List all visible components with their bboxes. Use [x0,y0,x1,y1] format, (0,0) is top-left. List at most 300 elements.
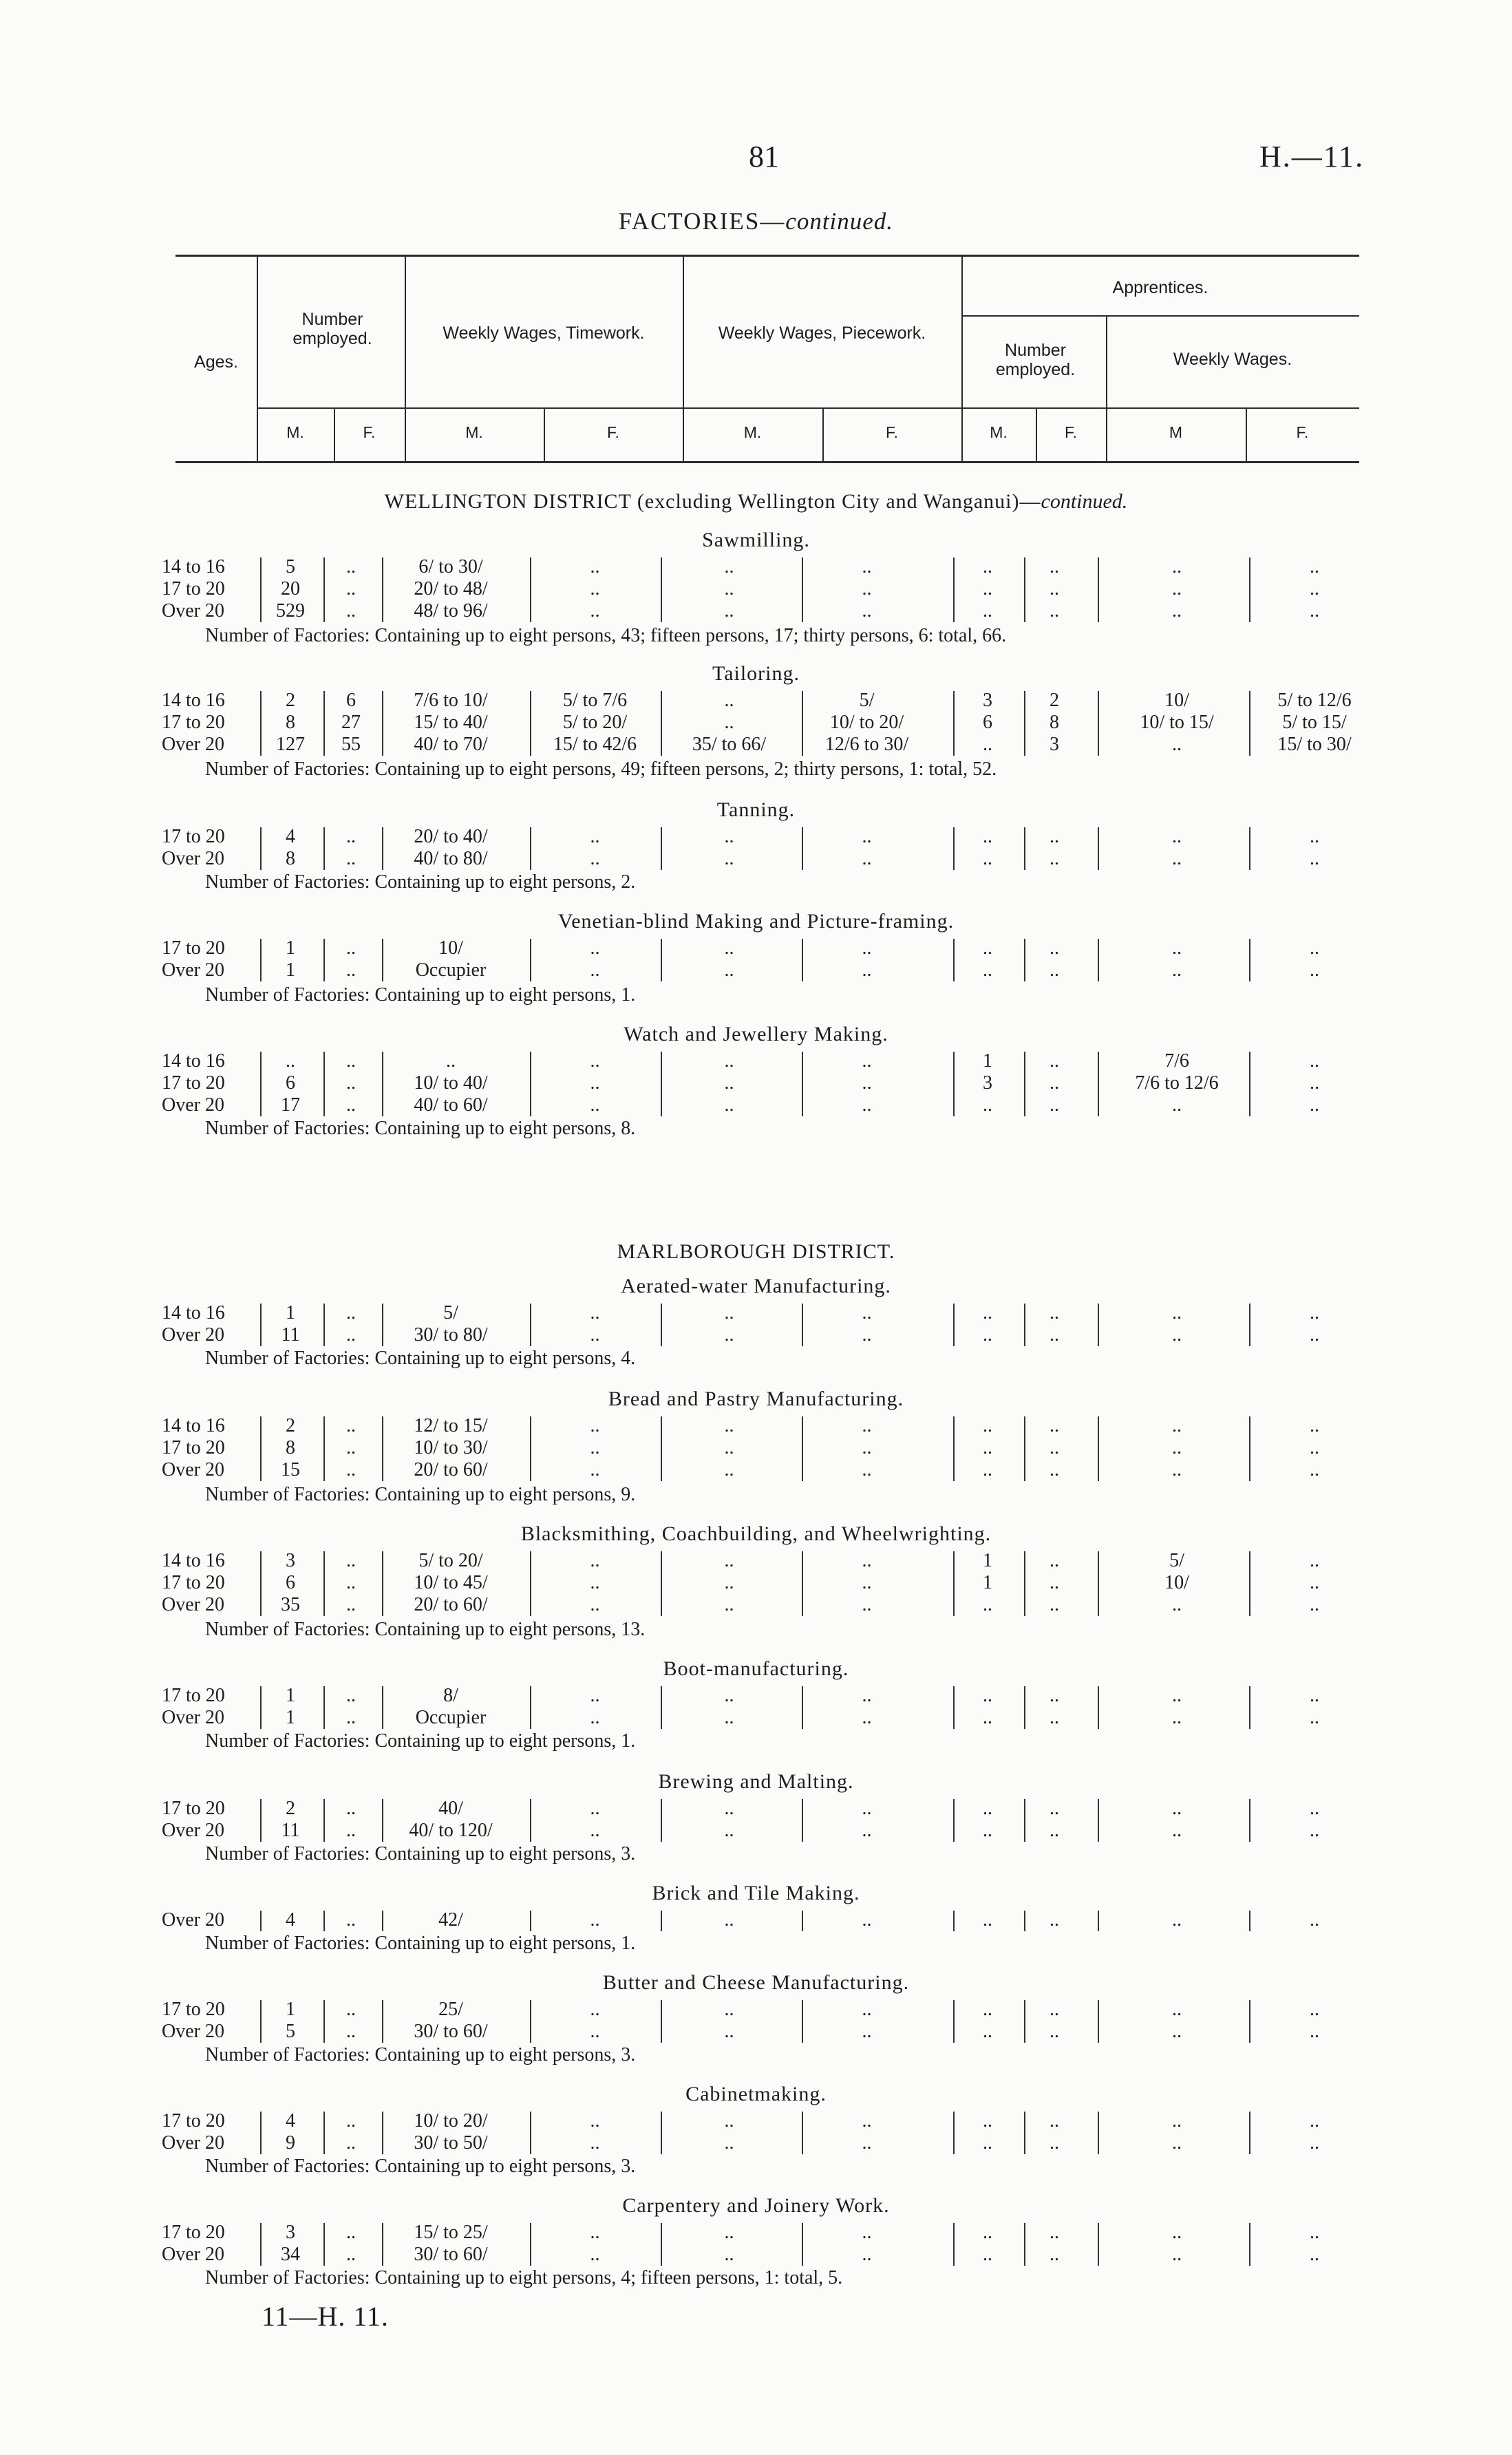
timework-male-cell: .. [446,1050,456,1072]
column-rule [382,691,383,756]
apprentice-wage-male-cell: .. [1172,959,1182,981]
wages-m-header: M [1169,423,1183,441]
column-rule [1249,1911,1250,1931]
column-rule [661,1799,662,1842]
column-rule [1098,1911,1099,1931]
male-count-cell: 5 [286,2021,295,2042]
timework-male-cell: 10/ to 40/ [414,1072,488,1094]
column-rule [802,939,803,981]
timework-m-header: M. [465,423,483,441]
factory-count-note: Number of Factories: Containing up to eight persons, 3. [205,2044,636,2065]
piecework-female-cell: .. [862,1072,872,1094]
age-cell: Over 20 [162,1594,224,1615]
timework-male-cell: 30/ to 60/ [414,2244,488,2265]
table-row [151,2132,1376,2154]
table-row [151,2244,1376,2266]
apprentice-wage-female-cell: 15/ to 30/ [1277,734,1352,755]
timework-female-cell: .. [590,1594,600,1615]
apprentice-male-cell: .. [983,1302,992,1324]
apprentice-wage-male-cell: .. [1172,848,1182,869]
age-cell: Over 20 [162,1459,224,1480]
piecework-female-cell: .. [862,937,872,959]
column-rule [1098,2112,1099,2154]
page-signature: 11—H. 11. [262,2301,389,2332]
column-rule [661,2000,662,2043]
column-rule [953,1799,955,1842]
apprentice-m-header: M. [990,423,1008,441]
column-rule [382,1799,383,1842]
table-row [151,1572,1376,1594]
apprentice-wages-header: Weekly Wages. [1173,350,1292,369]
column-rule [530,1911,531,1931]
number-employed-header: Number employed. [292,310,372,348]
column-rule [323,1304,325,1346]
timework-male-cell: 10/ to 45/ [414,1572,488,1593]
timework-header: Weekly Wages, Timework. [443,323,645,343]
table-row [151,1999,1376,2021]
column-rule [1098,1052,1099,1116]
table-row [151,578,1376,600]
piecework-female-cell: .. [862,1685,872,1706]
piecework-male-cell: .. [724,1909,734,1931]
apprentice-wage-male-cell: .. [1172,600,1182,621]
apprentice-wage-male-cell: .. [1172,2132,1182,2154]
column-rule [1098,1686,1099,1729]
male-count-cell: 35 [281,1594,300,1615]
industry-title: Butter and Cheese Manufacturing. [602,1971,910,1994]
apprentice-wage-male-cell: 7/6 to 12/6 [1135,1072,1219,1094]
column-rule [953,2223,955,2266]
timework-female-cell: .. [590,1072,600,1094]
apprentice-female-cell: .. [1050,1594,1059,1615]
timework-male-cell: 20/ to 40/ [414,826,488,847]
male-count-cell: 8 [286,1437,295,1458]
district-title-marlborough: MARLBOROUGH DISTRICT. [617,1240,895,1263]
table-row [151,937,1376,959]
factory-count-note: Number of Factories: Containing up to eight persons, 3. [205,2156,636,2177]
piecework-male-cell: .. [724,1550,734,1571]
male-count-cell: 2 [286,1798,295,1819]
apprentice-wage-male-cell: .. [1172,1324,1182,1346]
table-row [151,556,1376,578]
apprentice-female-cell: .. [1050,1072,1059,1094]
female-count-cell: .. [346,1594,356,1615]
apprentice-wage-female-cell: .. [1310,1550,1319,1571]
piecework-female-cell: .. [862,1550,872,1571]
column-rule [1024,691,1025,756]
age-cell: 14 to 16 [162,690,225,711]
industry-title: Bread and Pastry Manufacturing. [608,1388,904,1410]
column-rule [1098,1304,1099,1346]
apprentice-female-cell: .. [1050,2244,1059,2265]
female-count-cell: .. [346,1324,356,1346]
age-cell: 17 to 20 [162,1798,225,1819]
timework-female-cell: .. [590,1798,600,1819]
apprentice-female-cell: .. [1050,1550,1059,1571]
column-rule [1249,827,1250,870]
column-rule [953,827,955,870]
piecework-female-cell: .. [862,1594,872,1615]
table-row [151,1550,1376,1572]
column-rule [802,1799,803,1842]
apprentice-wage-female-cell: .. [1310,1798,1319,1819]
apprentice-wage-female-cell: .. [1310,1437,1319,1458]
column-rule [382,2112,383,2154]
piecework-female-cell: 5/ [859,690,875,711]
column-rule [1098,2223,1099,2266]
timework-female-cell: .. [590,2021,600,2042]
column-rule [260,691,262,756]
piecework-female-cell: .. [862,1094,872,1116]
male-count-cell: 4 [286,2110,295,2132]
apprentice-female-cell: .. [1050,959,1059,981]
timework-male-cell: 10/ [438,937,463,959]
timework-female-cell: 5/ to 20/ [562,712,628,733]
apprentice-male-cell: .. [983,600,992,621]
piecework-male-cell: .. [724,1594,734,1615]
age-cell: 17 to 20 [162,1072,225,1094]
female-count-cell: .. [346,2132,356,2154]
female-count-cell: .. [346,1909,356,1931]
column-rule [530,1686,531,1729]
apprentice-wage-male-cell: .. [1172,1594,1182,1615]
apprentice-male-cell: .. [983,2132,992,2154]
apprentice-wage-male-cell: .. [1172,1820,1182,1841]
female-count-cell: .. [346,2244,356,2265]
apprentice-wage-male-cell: .. [1172,1685,1182,1706]
industry-title: Brick and Tile Making. [652,1882,860,1904]
age-cell: 17 to 20 [162,1999,225,2020]
column-rule [530,691,531,756]
age-cell: 17 to 20 [162,712,225,733]
timework-male-cell: 40/ to 60/ [414,1094,488,1116]
ages-header: Ages. [194,352,238,372]
female-count-cell: .. [346,2021,356,2042]
factory-count-note: Number of Factories: Containing up to eight persons, 4; fifteen persons, 1: total, 5. [205,2267,843,2288]
column-rule [1024,1686,1025,1729]
column-rule [1249,1686,1250,1729]
timework-female-cell: .. [590,2244,600,2265]
piecework-female-cell: .. [862,826,872,847]
table-row [151,1302,1376,1324]
age-cell: Over 20 [162,734,224,755]
timework-male-cell: Occupier [415,959,487,981]
column-rule [1098,1799,1099,1842]
male-count-cell: 17 [281,1094,300,1116]
table-row [151,712,1376,734]
column-rule [323,1799,325,1842]
factory-count-note: Number of Factories: Containing up to eight persons, 1. [205,984,636,1006]
piecework-male-cell: .. [724,1437,734,1458]
column-rule [1098,2000,1099,2043]
timework-female-cell: .. [590,1415,600,1436]
column-rule [1024,939,1025,981]
piecework-male-cell: .. [724,1707,734,1728]
column-rule [1249,1416,1250,1481]
table-row [151,2222,1376,2244]
apprentice-female-cell: .. [1050,1050,1059,1072]
column-rule [260,1052,262,1116]
column-rule [661,1551,662,1616]
apprentice-wage-female-cell: .. [1310,937,1319,959]
apprentice-wage-female-cell: .. [1310,1572,1319,1593]
column-rule [1249,2223,1250,2266]
timework-female-cell: .. [590,1094,600,1116]
apprentice-female-cell: .. [1050,1094,1059,1116]
apprentice-male-cell: .. [983,556,992,577]
piecework-m-header: M. [743,423,762,441]
female-count-cell: .. [346,1302,356,1324]
column-rule [661,2223,662,2266]
industry-title: Aerated-water Manufacturing. [621,1275,891,1297]
apprentice-wage-female-cell: .. [1310,1302,1319,1324]
apprentice-male-cell: .. [983,1820,992,1841]
apprentice-wage-female-cell: .. [1310,1324,1319,1346]
column-rule [260,2000,262,2043]
male-count-cell: 529 [276,600,305,621]
apprentice-wage-female-cell: .. [1310,2244,1319,2265]
age-cell: 17 to 20 [162,1437,225,1458]
male-count-cell: 5 [286,556,295,577]
apprentice-male-cell: .. [983,2021,992,2042]
page-title: FACTORIES—continued. [618,208,894,235]
piecework-male-cell: 35/ to 66/ [692,734,767,755]
female-count-cell: .. [346,1572,356,1593]
column-rule [1098,1416,1099,1481]
piecework-male-cell: .. [724,1685,734,1706]
age-cell: Over 20 [162,2132,224,2154]
piecework-male-cell: .. [724,1798,734,1819]
female-count-cell: 55 [341,734,361,755]
apprentice-male-cell: 1 [983,1050,992,1072]
age-cell: Over 20 [162,1324,224,1346]
table-row [151,1415,1376,1437]
piecework-female-cell: .. [862,1437,872,1458]
apprentice-male-cell: .. [983,2244,992,2265]
male-count-cell: 1 [286,1685,295,1706]
apprentice-wage-male-cell: 7/6 [1164,1050,1189,1072]
apprentice-male-cell: 1 [983,1572,992,1593]
apprentice-wage-male-cell: .. [1172,1302,1182,1324]
factory-count-note: Number of Factories: Containing up to eight persons, 43; fifteen persons, 17; thirty persons, 6: total, 66. [205,625,1007,646]
piecework-female-cell: .. [862,848,872,869]
piecework-male-cell: .. [724,2222,734,2243]
timework-male-cell: 8/ [443,1685,458,1706]
timework-female-cell: .. [590,1302,600,1324]
age-cell: 17 to 20 [162,1572,225,1593]
factory-count-note: Number of Factories: Containing up to eight persons, 49; fifteen persons, 2; thirty persons, 1: total, 52. [205,758,997,780]
male-count-cell: 1 [286,1707,295,1728]
timework-female-cell: .. [590,826,600,847]
column-rule [802,1686,803,1729]
apprentice-wage-male-cell: 10/ [1164,690,1189,711]
timework-male-cell: 30/ to 60/ [414,2021,488,2042]
column-rule [953,1551,955,1616]
apprentice-female-cell: .. [1050,848,1059,869]
apprentice-wage-male-cell: .. [1172,2244,1182,2265]
piecework-f-header: F. [886,423,898,441]
column-rule [661,1052,662,1116]
industry-title: Watch and Jewellery Making. [624,1023,888,1045]
column-rule [530,557,531,622]
timework-male-cell: Occupier [415,1707,487,1728]
apprentice-wage-male-cell: .. [1172,2222,1182,2243]
apprentice-wage-female-cell: .. [1310,1072,1319,1094]
industry-title: Cabinetmaking. [685,2083,827,2105]
piecework-female-cell: .. [862,556,872,577]
apprentice-female-cell: .. [1050,2021,1059,2042]
female-count-cell: .. [346,2110,356,2132]
age-cell: 14 to 16 [162,1550,225,1571]
column-rule [661,2112,662,2154]
column-rule [802,1416,803,1481]
column-rule [802,2000,803,2043]
apprentice-wage-female-cell: .. [1310,556,1319,577]
apprentices-header: Apprentices. [1112,278,1208,297]
timework-male-cell: 6/ to 30/ [418,556,483,577]
table-row [151,1094,1376,1116]
apprentice-wage-male-cell: 10/ [1164,1572,1189,1593]
piecework-male-cell: .. [724,1324,734,1346]
column-rule [260,557,262,622]
piecework-header: Weekly Wages, Piecework. [718,323,926,343]
timework-female-cell: .. [590,1685,600,1706]
female-count-cell: .. [346,1437,356,1458]
column-rule [953,1911,955,1931]
age-cell: Over 20 [162,1094,224,1116]
industry-title: Sawmilling. [702,529,810,551]
female-count-cell: .. [346,1999,356,2020]
timework-male-cell: 15/ to 25/ [414,2222,488,2243]
female-count-cell: .. [346,1415,356,1436]
apprentice-wage-male-cell: .. [1172,578,1182,599]
column-rule [953,691,955,756]
column-rule [953,1304,955,1346]
table-row [151,1324,1376,1346]
piecework-male-cell: .. [724,690,734,711]
apprentice-male-cell: 1 [983,1550,992,1571]
apprentice-wage-female-cell: .. [1310,2110,1319,2132]
piecework-male-cell: .. [724,2021,734,2042]
apprentice-female-cell: 8 [1050,712,1059,733]
apprentice-male-cell: .. [983,1999,992,2020]
column-rule [1024,557,1025,622]
timework-male-cell: 10/ to 30/ [414,1437,488,1458]
table-row [151,1459,1376,1481]
age-cell: Over 20 [162,1820,224,1841]
column-rule [1249,1304,1250,1346]
age-cell: 17 to 20 [162,2222,225,2243]
piecework-male-cell: .. [724,712,734,733]
column-rule [1098,1551,1099,1616]
column-rule [802,691,803,756]
table-row [151,848,1376,870]
apprentice-wage-female-cell: .. [1310,578,1319,599]
industry-title: Boot-manufacturing. [663,1657,849,1680]
column-rule [323,2112,325,2154]
timework-male-cell: 15/ to 40/ [414,712,488,733]
column-rule [1024,1416,1025,1481]
male-count-cell: 2 [286,1415,295,1436]
column-rule [953,1686,955,1729]
column-rule [802,2112,803,2154]
apprentice-male-cell: .. [983,1324,992,1346]
piecework-female-cell: .. [862,600,872,621]
timework-male-cell: 42/ [438,1909,463,1931]
timework-male-cell: 5/ to 20/ [418,1550,483,1571]
piecework-female-cell: .. [862,1415,872,1436]
apprentice-male-cell: .. [983,1094,992,1116]
age-cell: 17 to 20 [162,937,225,959]
column-rule [260,939,262,981]
apprentice-wage-female-cell: .. [1310,1594,1319,1615]
column-rule [1024,2112,1025,2154]
piecework-female-cell: .. [862,2021,872,2042]
apprentice-wage-male-cell: .. [1172,1999,1182,2020]
table-row [151,1685,1376,1707]
male-count-cell: 8 [286,712,295,733]
apprentice-wage-male-cell: 10/ to 15/ [1140,712,1214,733]
factory-count-note: Number of Factories: Containing up to eight persons, 4. [205,1348,636,1369]
piecework-male-cell: .. [724,1820,734,1841]
industry-title: Brewing and Malting. [658,1770,854,1793]
apprentice-female-cell: .. [1050,1302,1059,1324]
timework-male-cell: 5/ [443,1302,458,1324]
piecework-male-cell: .. [724,1572,734,1593]
column-rule [953,1052,955,1116]
age-cell: 17 to 20 [162,1685,225,1706]
column-header [175,255,1359,465]
timework-female-cell: .. [590,1707,600,1728]
apprentice-wage-female-cell: .. [1310,826,1319,847]
industry-title: Carpentery and Joinery Work. [622,2194,890,2217]
column-rule [1249,691,1250,756]
apprentice-female-cell: .. [1050,1909,1059,1931]
apprentice-female-cell: .. [1050,826,1059,847]
column-rule [1024,1799,1025,1842]
column-rule [1098,939,1099,981]
apprentice-female-cell: 2 [1050,690,1059,711]
apprentice-wage-female-cell: 5/ to 15/ [1282,712,1347,733]
column-rule [530,1304,531,1346]
column-rule [530,2112,531,2154]
female-count-cell: .. [346,1459,356,1480]
piecework-male-cell: .. [724,1094,734,1116]
male-count-cell: 20 [281,578,300,599]
timework-female-cell: .. [590,2110,600,2132]
male-count-cell: 8 [286,848,295,869]
table-row [151,1072,1376,1094]
apprentice-male-cell: .. [983,734,992,755]
timework-f-header: F. [607,423,619,441]
piecework-male-cell: .. [724,2132,734,2154]
timework-male-cell: 20/ to 60/ [414,1594,488,1615]
age-cell: 14 to 16 [162,1302,225,1324]
timework-male-cell: 12/ to 15/ [414,1415,488,1436]
male-count-cell: .. [286,1050,295,1072]
female-count-cell: .. [346,1798,356,1819]
age-cell: 17 to 20 [162,826,225,847]
male-count-cell: 11 [281,1820,300,1841]
factory-count-note: Number of Factories: Containing up to eight persons, 1. [205,1933,636,1954]
column-rule [323,1911,325,1931]
column-rule [323,1416,325,1481]
age-cell: 14 to 16 [162,1050,225,1072]
piecework-male-cell: .. [724,937,734,959]
apprentice-female-cell: .. [1050,1999,1059,2020]
age-cell: Over 20 [162,959,224,981]
timework-female-cell: .. [590,1572,600,1593]
